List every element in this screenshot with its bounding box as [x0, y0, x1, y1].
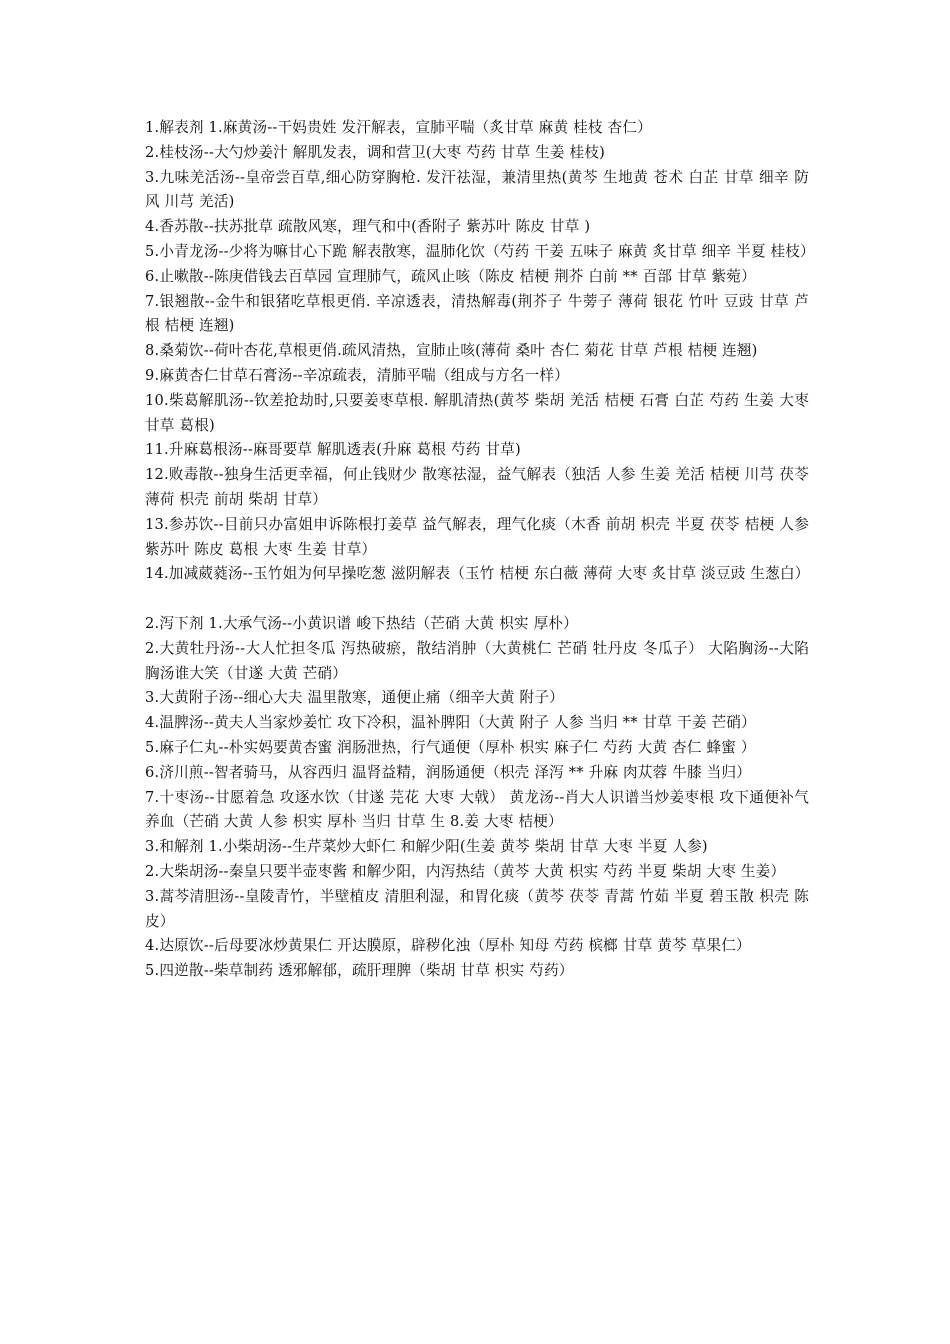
paragraph-18: 4.温脾汤--黄夫人当家炒姜忙 攻下冷积，温补脾阳（大黄 附子 人参 当归 ** 甘草 干姜 芒硝） — [145, 714, 756, 732]
document-page — [145, 116, 815, 984]
paragraph-11: 11.升麻葛根汤--麻哥要草 解肌透表(升麻 葛根 芍药 甘草) — [145, 441, 521, 459]
paragraph-10: 10.柴葛解肌汤--钦差抢劫时,只要姜枣草根. 解肌清热(黄芩 柴胡 羌活 桔梗 石膏 白芷 芍药 生姜 大枣 甘草 葛根) — [145, 391, 809, 434]
paragraph-5: 5.小青龙汤--少将为嘛甘心下跪 解表散寒，温肺化饮（芍药 干姜 五味子 麻黄 炙甘草 细辛 半夏 桂枝） — [145, 242, 815, 260]
paragraph-22: 3.和解剂 1.小柴胡汤--生芹菜炒大虾仁 和解少阳(生姜 黄芩 柴胡 甘草 大枣 半夏 人参) — [145, 838, 708, 856]
paragraph-21: 7.十枣汤--甘愿着急 攻逐水饮（甘遂 芫花 大枣 大戟） 黄龙汤--肖大人识谱当炒姜枣根 攻下通便补气养血（芒硝 大黄 人参 枳实 厚朴 当归 甘草 生 8.姜 大枣 桔梗） — [145, 788, 809, 831]
paragraph-12: 12.败毒散--独身生活更幸福，何止钱财少 散寒祛湿，益气解表（独活 人参 生姜 羌活 桔梗 川芎 茯苓 薄荷 枳壳 前胡 柴胡 甘草） — [145, 466, 809, 508]
paragraph-25: 4.达原饮--后母要冰炒黄果仁 开达膜原，辟秽化浊（厚朴 知母 芍药 槟榔 甘草 黄芩 草果仁） — [145, 937, 751, 955]
paragraph-15: 2.泻下剂 1.大承气汤--小黄识谱 峻下热结（芒硝 大黄 枳实 厚朴） — [145, 614, 578, 632]
paragraph-13: 13.参苏饮--目前只办富姐申诉陈根打姜草 益气解表，理气化痰（木香 前胡 枳壳 半夏 茯苓 桔梗 人参 紫苏叶 陈皮 葛根 大枣 生姜 甘草） — [145, 515, 809, 558]
paragraph-6: 6.止嗽散--陈庚借钱去百草园 宣理肺气，疏风止咳（陈皮 桔梗 荆芥 白前 ** 百部 甘草 紫菀） — [145, 267, 756, 285]
paragraph-1: 1.解表剂 1.麻黄汤--干妈贵姓 发汗解表，宣肺平喘（炙甘草 麻黄 桂枝 杏仁） — [145, 119, 652, 136]
paragraph-24: 3.蒿芩清胆汤--皇陵青竹，半壁植皮 清胆利湿，和胃化痰（黄芩 茯苓 青蒿 竹茹 半夏 碧玉散 枳壳 陈皮） — [145, 887, 809, 930]
paragraph-8: 8.桑菊饮--荷叶杏花,草根更俏.疏风清热，宣肺止咳(薄荷 桑叶 杏仁 菊花 甘草 芦根 桔梗 连翘) — [145, 342, 758, 360]
paragraph-3: 3.九味羌活汤--皇帝尝百草,细心防穿胸枪. 发汗祛湿，兼清里热(黄芩 生地黄 苍术 白芷 甘草 细辛 防风 川芎 羌活) — [145, 168, 809, 211]
paragraph-19: 5.麻子仁丸--朴实妈要黄杏蜜 润肠泄热，行气通便（厚朴 枳实 麻子仁 芍药 大黄 杏仁 蜂蜜 ） — [145, 738, 756, 756]
section-gap — [145, 587, 809, 612]
paragraph-16: 2.大黄牡丹汤--大人忙担冬瓜 泻热破瘀，散结消肿（大黄桃仁 芒硝 牡丹皮 冬瓜子） 大陷胸汤--大陷胸汤谁大笑（甘遂 大黄 芒硝） — [145, 639, 809, 682]
paragraph-26: 5.四逆散--柴草制药 透邪解郁，疏肝理脾（柴胡 甘草 枳实 芍药） — [145, 962, 574, 980]
paragraph-17: 3.大黄附子汤--细心大夫 温里散寒，通便止痛（细辛大黄 附子） — [145, 689, 564, 707]
paragraph-7: 7.银翘散--金牛和银猪吃草根更俏. 辛凉透表，清热解毒(荆芥子 牛蒡子 薄荷 银花 竹叶 豆豉 甘草 芦根 桔梗 连翘) — [145, 292, 809, 335]
paragraph-14: 14.加减葳蕤汤--玉竹姐为何早操吃葱 滋阴解表（玉竹 桔梗 东白薇 薄荷 大枣 炙甘草 淡豆豉 生葱白） — [145, 565, 810, 583]
paragraph-23: 2.大柴胡汤--秦皇只要半壶枣酱 和解少阳，内泻热结（黄芩 大黄 枳实 芍药 半夏 柴胡 大枣 生姜） — [145, 862, 786, 880]
paragraph-20: 6.济川煎--智者骑马，从容西归 温肾益精，润肠通便（枳壳 泽泻 ** 升麻 肉苁蓉 牛膝 当归） — [145, 763, 752, 781]
paragraph-9: 9.麻黄杏仁甘草石膏汤--辛凉疏表，清肺平喘（组成与方名一样） — [145, 366, 570, 384]
paragraph-4: 4.香苏散--扶苏批草 疏散风寒，理气和中(香附子 紫苏叶 陈皮 甘草 ) — [145, 218, 591, 236]
paragraph-2: 2.桂枝汤--大勺炒姜汁 解肌发表，调和营卫(大枣 芍药 甘草 生姜 桂枝) — [145, 143, 606, 161]
